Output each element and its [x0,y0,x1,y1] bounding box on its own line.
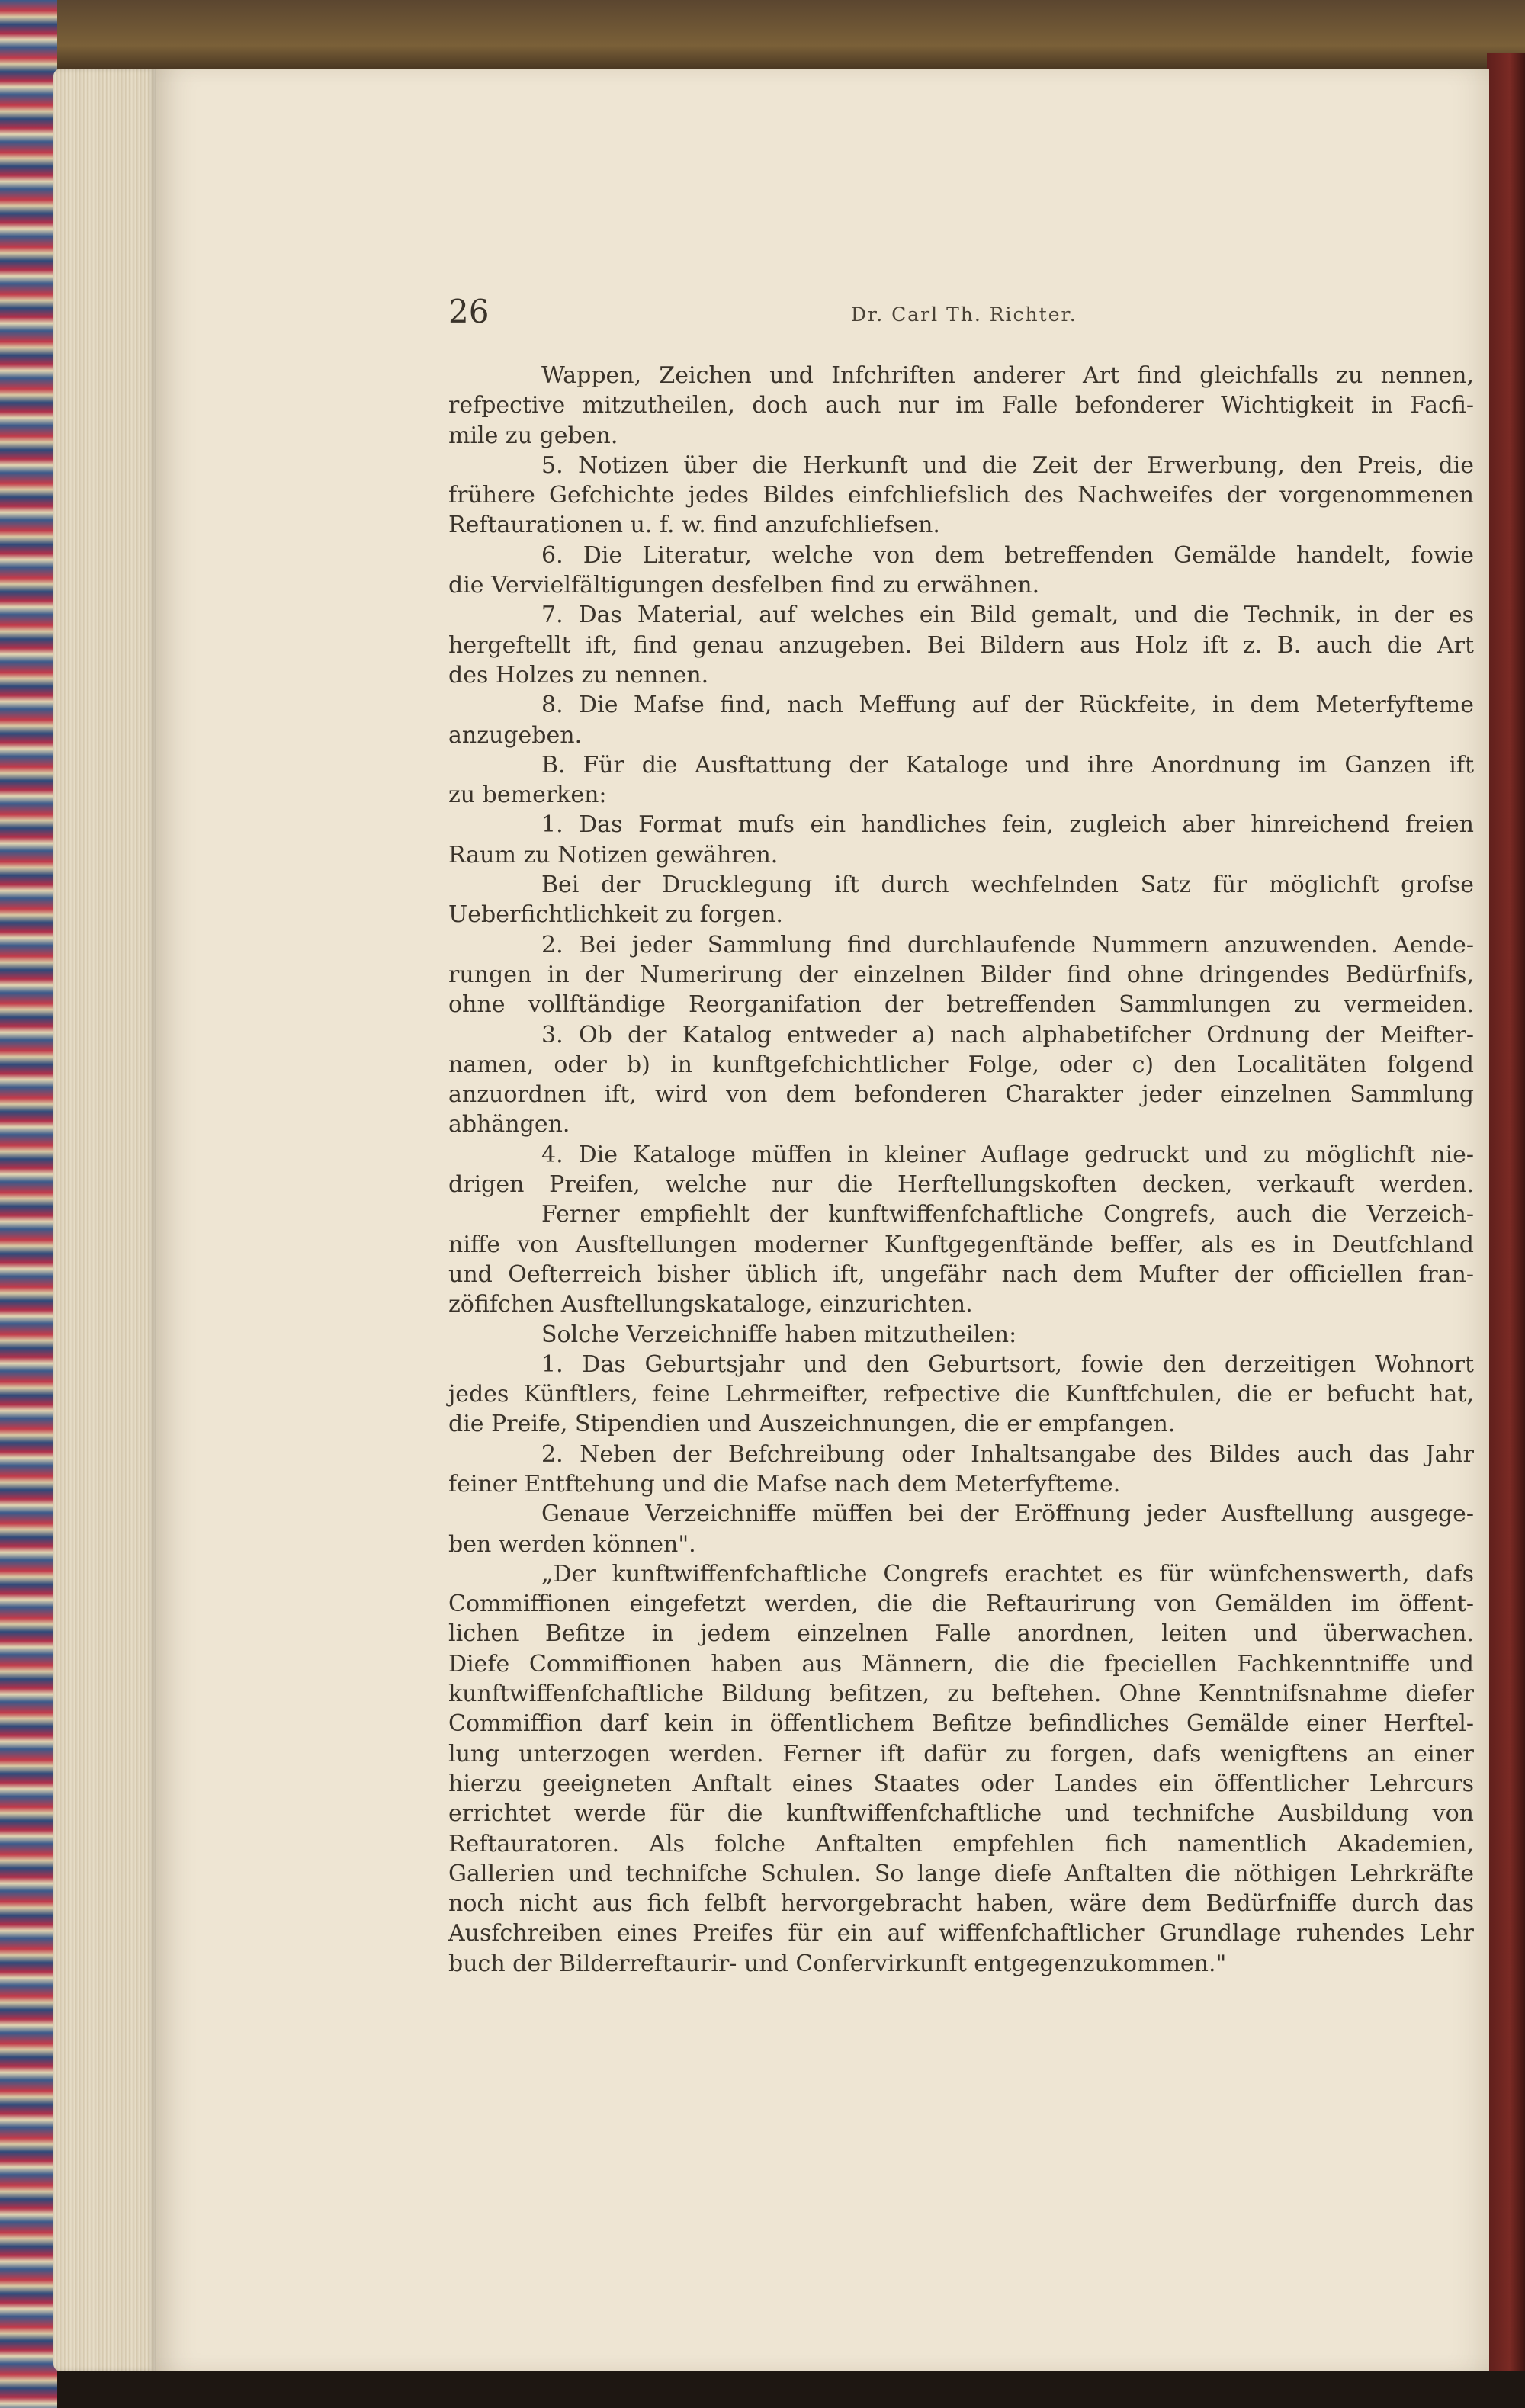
text-line: niffe von Ausftellungen moderner Kunftgegenftände beffer, als es in Deutfchland [448,1231,1474,1258]
body-text [448,361,1474,1979]
text-line: rungen in der Numerirung der einzelnen Bilder find ohne dringendes Bedürfnifs, [448,961,1474,988]
marbled-endpaper [0,0,57,2408]
text-line: errichtet werde für die kunftwiffenfchaftliche und technifche Ausbildung von [448,1800,1474,1828]
text-line: 7. Das Material, auf welches ein Bild gemalt, und die Technik, in der es [541,602,1474,629]
text-line: Bei der Drucklegung ift durch wechfelnden Satz für möglichft grofse [541,872,1474,899]
text-line: die Preife, Stipendien und Auszeichnungen, die er empfangen. [448,1411,1176,1438]
text-line: abhängen. [448,1111,570,1138]
text-line: Ausfchreiben eines Preifes für ein auf wiffenfchaftlicher Grundlage ruhendes Lehr [448,1920,1474,1947]
text-line: B. Für die Ausftattung der Kataloge und ihre Anordnung im Ganzen ift [541,751,1474,779]
text-line: und Oefterreich bisher üblich ift, ungefähr nach dem Mufter der officiellen fran- [448,1260,1474,1288]
text-line: namen, oder b) in kunftgefchichtlicher Folge, oder c) den Localitäten folgend [448,1051,1474,1078]
text-line: 2. Neben der Befchreibung oder Inhaltsangabe des Bildes auch das Jahr [541,1440,1474,1468]
text-line: refpective mitzutheilen, doch auch nur im Falle befonderer Wichtigkeit in Facfi- [448,392,1474,419]
text-line: feiner Entftehung und die Mafse nach dem Meterfyfteme. [448,1470,1121,1498]
text-line: Diefe Commiffionen haben aus Männern, die die fpeciellen Fachkenntniffe und [448,1650,1474,1678]
text-line: jedes Künftlers, feine Lehrmeifter, refpective die Kunftfchulen, die er befucht hat, [448,1381,1474,1408]
text-line: 8. Die Mafse find, nach Meffung auf der Rückfeite, in dem Meterfyfteme [541,692,1474,719]
text-line: zu bemerken: [448,782,607,809]
text-line: zöfifchen Ausftellungskataloge, einzurichten. [448,1291,973,1318]
page-stack-edges [53,69,156,2371]
running-title: Dr. Carl Th. Richter. [851,303,1077,326]
text-line: mile zu geben. [448,422,618,449]
running-head [448,293,1485,339]
text-line: 4. Die Kataloge müffen in kleiner Auflage gedruckt und zu möglichft nie- [541,1141,1474,1168]
text-line: hierzu geeigneten Anftalt eines Staates oder Landes ein öffentlicher Lehrcurs [448,1770,1474,1797]
text-line: Genaue Verzeichniffe müffen bei der Eröffnung jeder Ausftellung ausgege- [541,1501,1474,1528]
text-line: 1. Das Format mufs ein handliches fein, zugleich aber hinreichend freien [541,811,1474,839]
text-line: 5. Notizen über die Herkunft und die Zeit der Erwerbung, den Preis, die [541,451,1474,479]
text-line: kunftwiffenfchaftliche Bildung befitzen, zu beftehen. Ohne Kenntnifsnahme diefer [448,1681,1474,1708]
text-line: frühere Gefchichte jedes Bildes einfchliefslich des Nachweifes der vorgenommenen [448,482,1474,509]
page-number: 26 [448,293,490,330]
text-line: ohne vollftändige Reorganifation der betreffenden Sammlungen zu vermeiden. [448,991,1474,1019]
text-line: ben werden können". [448,1530,696,1558]
text-line: 3. Ob der Katalog entweder a) nach alphabetifcher Ordnung der Meifter- [541,1021,1474,1048]
text-line: Reftaurationen u. f. w. find anzufchliefsen. [448,512,940,539]
text-line: noch nicht aus fich felbft hervorgebracht haben, wäre dem Bedürfniffe durch das [448,1890,1474,1918]
book-cover-edge [1487,53,1525,2371]
text-line: des Holzes zu nennen. [448,661,709,689]
text-line: 6. Die Literatur, welche von dem betreffenden Gemälde handelt, fowie [541,541,1474,569]
book-board-top-edge [0,0,1525,76]
text-line: Ueberfichtlichkeit zu forgen. [448,901,783,929]
text-line: 2. Bei jeder Sammlung find durchlaufende Nummern anzuwenden. Aende- [541,931,1474,958]
text-line: anzugeben. [448,721,583,749]
text-line: Raum zu Notizen gewähren. [448,841,779,868]
text-line: lung unterzogen werden. Ferner ift dafür zu forgen, dafs wenigftens an einer [448,1740,1474,1767]
text-line: Ferner empfiehlt der kunftwiffenfchaftliche Congrefs, auch die Verzeich- [541,1201,1474,1228]
text-line: drigen Preifen, welche nur die Herftellungskoften decken, verkauft werden. [448,1171,1474,1199]
text-line: hergeftellt ift, find genau anzugeben. Bei Bildern aus Holz ift z. B. auch die Art [448,631,1474,659]
text-line: lichen Befitze in jedem einzelnen Falle anordnen, leiten und überwachen. [448,1620,1474,1648]
text-line: Commiffion darf kein in öffentlichem Befitze befindliches Gemälde einer Herftel- [448,1710,1474,1738]
text-line: Commiffionen eingefetzt werden, die die Reftaurirung von Gemälden im öffent- [448,1591,1474,1618]
text-line: anzuordnen ift, wird von dem befonderen Charakter jeder einzelnen Sammlung [448,1081,1474,1109]
text-line: 1. Das Geburtsjahr und den Geburtsort, fowie den derzeitigen Wohnort [541,1350,1474,1378]
text-line: Solche Verzeichniffe haben mitzutheilen: [541,1321,1017,1348]
text-line: buch der Bilderreftaurir- und Confervirkunft entgegenzukommen." [448,1950,1227,1977]
text-line: „Der kunftwiffenfchaftliche Congrefs erachtet es für wünfchenswerth, dafs [541,1560,1474,1588]
text-line: Wappen, Zeichen und Infchriften anderer Art find gleichfalls zu nennen, [541,362,1474,389]
text-line: Reftauratoren. Als folche Anftalten empfehlen fich namentlich Akademien, [448,1830,1474,1857]
text-line: Gallerien und technifche Schulen. So lange diefe Anftalten die nöthigen Lehrkräfte [448,1860,1474,1887]
text-line: die Vervielfältigungen desfelben find zu erwähnen. [448,572,1040,599]
